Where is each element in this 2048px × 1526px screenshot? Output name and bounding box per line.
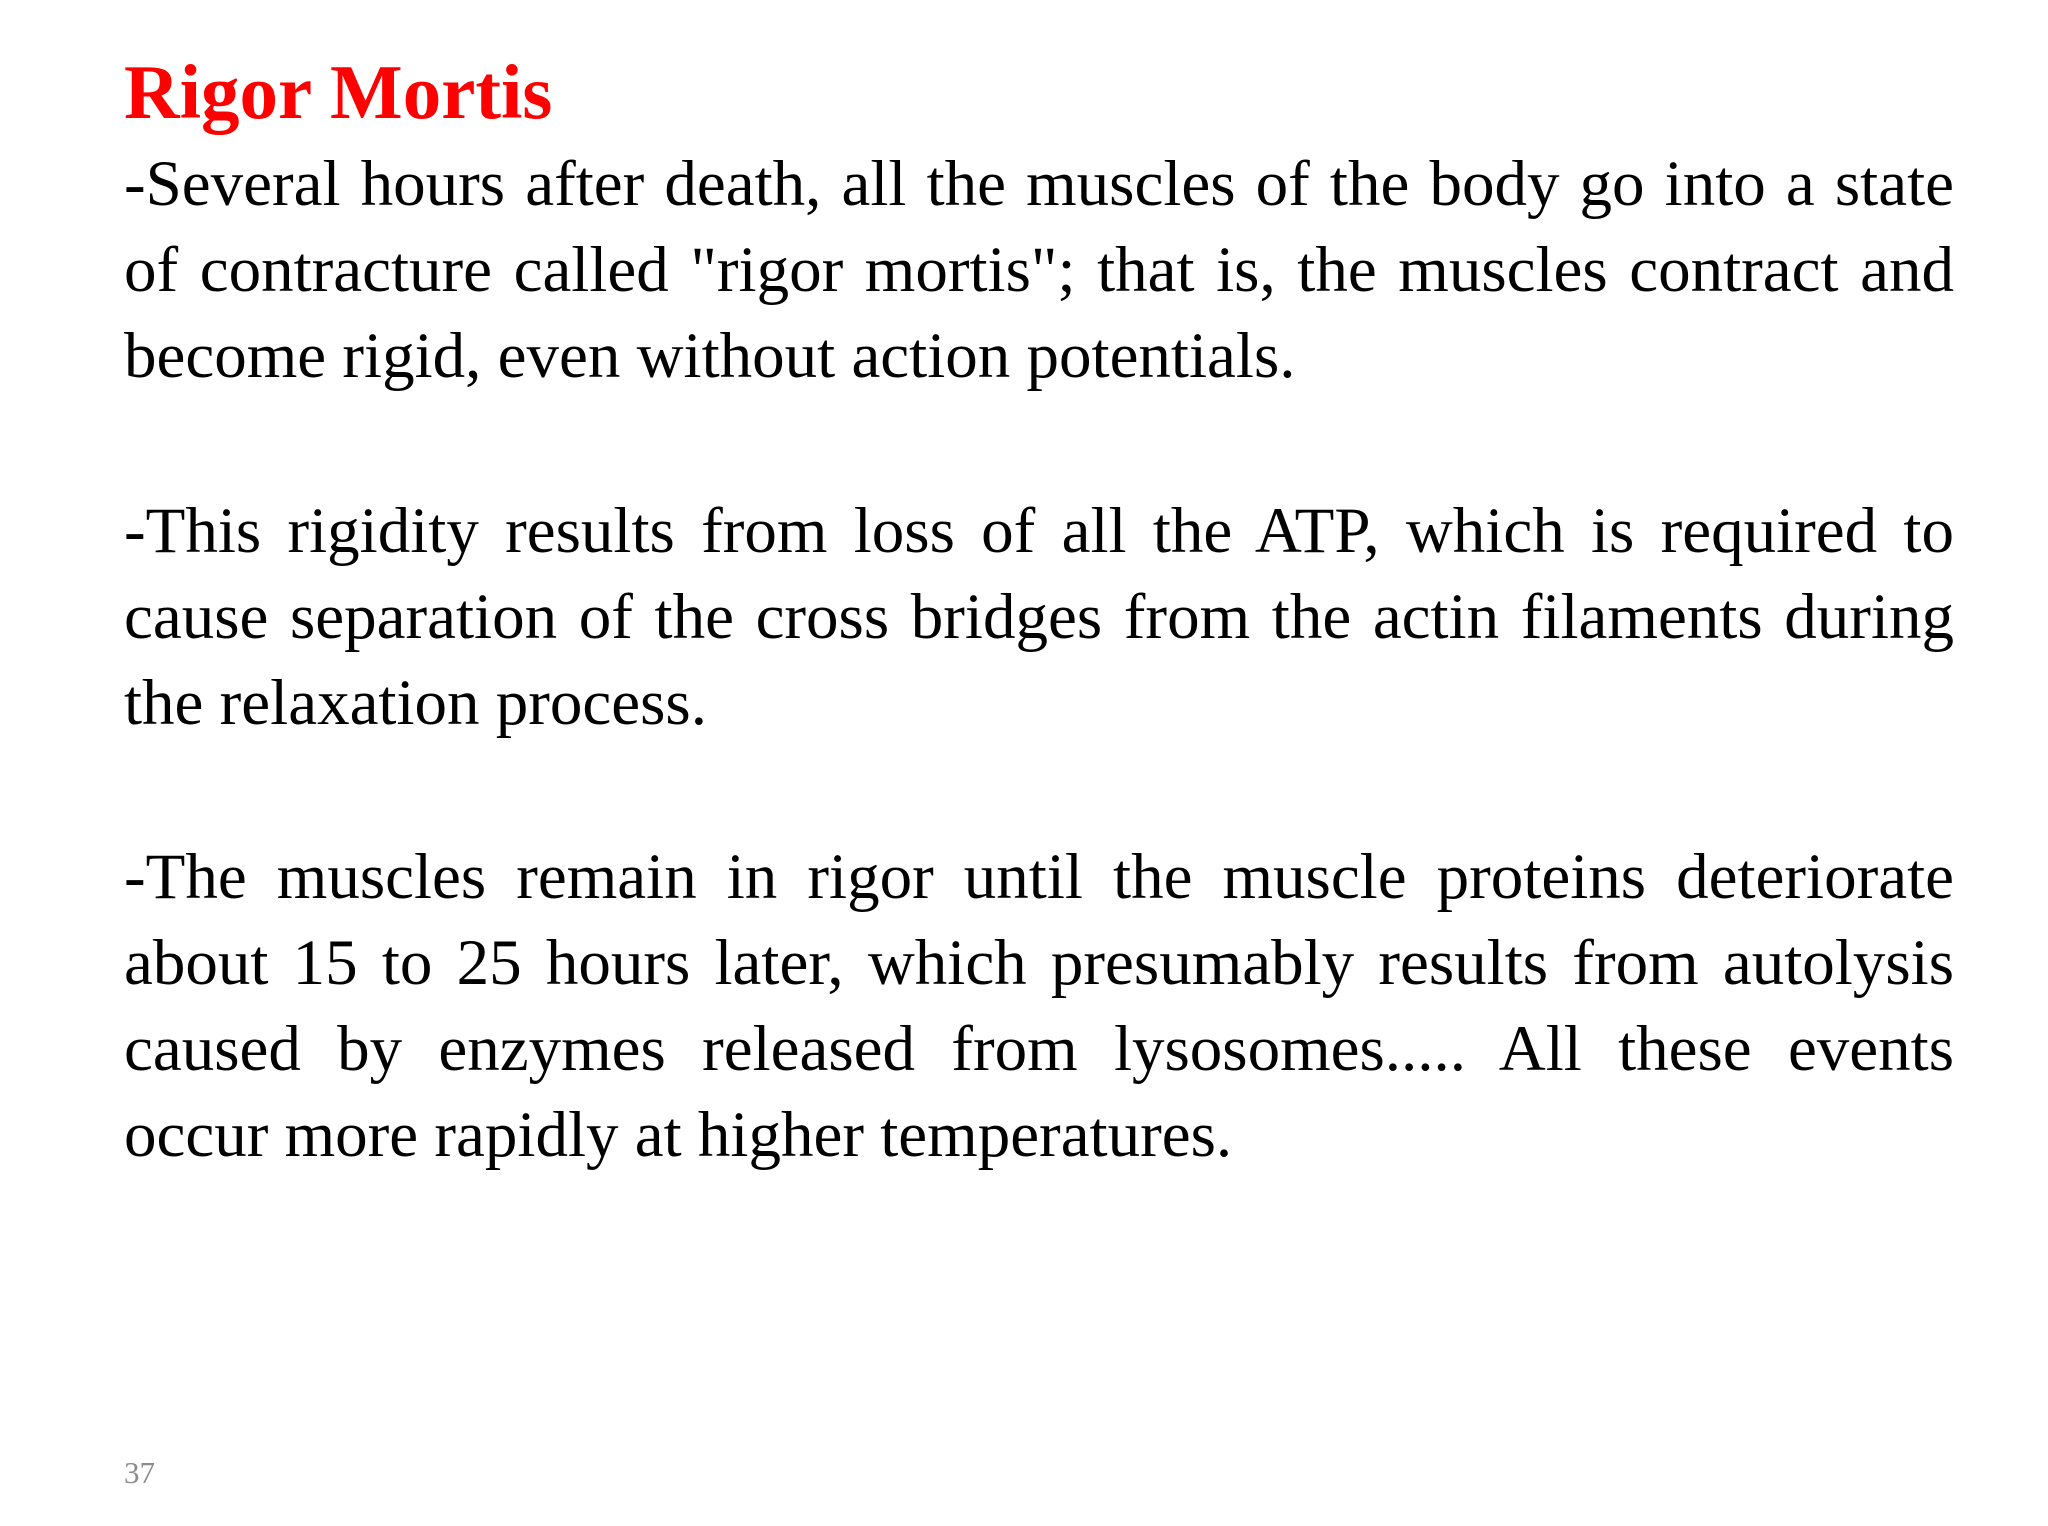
- page-number: 37: [124, 1455, 155, 1490]
- paragraph-atp-loss: -This rigidity results from loss of all the ATP, which is required to cause separation of the cross bridges from the actin filaments during the relaxation process.: [124, 495, 1954, 739]
- slide-title: Rigor Mortis: [124, 49, 553, 135]
- paragraph-rigor-duration: -The muscles remain in rigor until the muscle proteins deteriorate about 15 to 25 hours later, which presumably results from autolysis caused by enzymes released from lysosomes..... All these events occur more rapidly at higher temperatures.: [124, 841, 1954, 1171]
- paragraph-rigor-onset: -Several hours after death, all the muscles of the body go into a state of contracture called "rigor mortis"; that is, the muscles contract and become rigid, even without action potentials.: [124, 148, 1954, 392]
